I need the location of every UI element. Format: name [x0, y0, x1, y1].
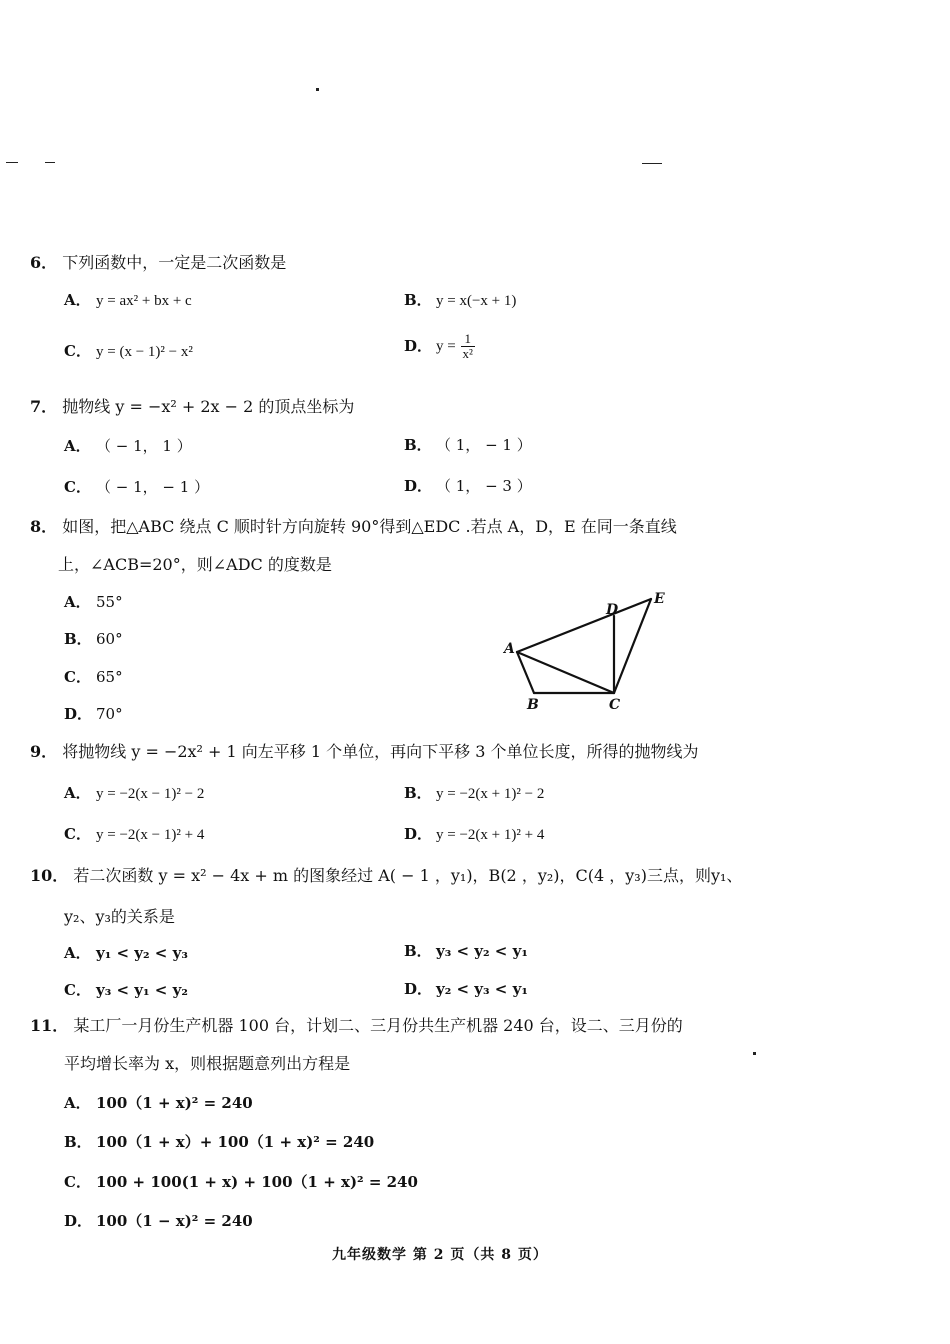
scan-speck: [6, 162, 18, 163]
option-d: D． y₂ < y₃ < y₁: [404, 980, 528, 998]
question-number: 10．: [30, 866, 69, 885]
option-b: B． （ 1， − 1 ）: [404, 436, 532, 454]
question-number: 8．: [30, 517, 58, 536]
page-footer: 九年级数学 第 2 页（共 8 页）: [332, 1247, 548, 1263]
scan-speck: [45, 162, 55, 163]
question-number: 9．: [30, 742, 58, 761]
label-d: D: [606, 602, 619, 618]
fraction: $\frac{1}{\text{x²}}$: [462, 331, 473, 361]
triangle-figure: [495, 585, 680, 715]
option-a: A． 55°: [64, 593, 123, 611]
option-b: B． y = x(−x + 1): [404, 291, 517, 309]
option-b: B． 60°: [64, 630, 123, 648]
option-b: B． y₃ < y₂ < y₁: [404, 942, 528, 960]
option-c: C． y = −2(x − 1)² + 4: [64, 825, 205, 843]
option-c: C． 65°: [64, 668, 123, 686]
option-d: D． 70°: [64, 705, 123, 723]
option-b: B． 100（1 + x）+ 100（1 + x)² = 240: [64, 1133, 375, 1151]
question-stem: 将抛物线 y = −2x² + 1 向左平移 1 个单位，再向下平移 3 个单位长度，所得的抛物线为: [62, 742, 699, 761]
label-e: E: [654, 591, 665, 607]
scan-speck: [642, 163, 662, 164]
label-b: B: [527, 697, 539, 713]
option-d: D． （ 1， − 3 ）: [404, 477, 532, 495]
scan-speck: [753, 1052, 756, 1055]
question-stem-line-1: 如图，把△ABC 绕点 C 顺时针方向旋转 90°得到△EDC .若点 A，D，E 在同一条直线: [62, 517, 677, 536]
option-d: D． y = $\frac{1}{\text{x²}}$: [404, 331, 473, 361]
question-number: 11．: [30, 1016, 69, 1035]
question-stem: 抛物线 y = −x² + 2x − 2 的顶点坐标为: [62, 397, 355, 416]
option-c: C． y₃ < y₁ < y₂: [64, 981, 188, 999]
question-stem-line-1: 某工厂一月份生产机器 100 台，计划二、三月份共生产机器 240 台，设二、三月份的: [73, 1016, 683, 1035]
option-d: D． 100（1 − x)² = 240: [64, 1212, 253, 1230]
option-c: C． y = (x − 1)² − x²: [64, 342, 193, 360]
scan-speck: [316, 88, 319, 91]
question-stem-line-2: 平均增长率为 x，则根据题意列出方程是: [64, 1054, 351, 1073]
question-stem-line-1: 若二次函数 y = x² − 4x + m 的图象经过 A( − 1 ，y₁)，B(2 ，y₂)，C(4 ，y₃)三点，则y₁、: [73, 866, 743, 885]
option-b: B． y = −2(x + 1)² − 2: [404, 784, 545, 802]
option-c: C． （ − 1， − 1 ）: [64, 478, 210, 496]
question-stem-line-2: 上，∠ACB=20°，则∠ADC 的度数是: [58, 555, 332, 574]
option-a: A． y₁ < y₂ < y₃: [64, 944, 188, 962]
question-stem-line-2: y₂、y₃的关系是: [64, 907, 175, 926]
question-number: 7．: [30, 397, 58, 416]
option-d: D． y = −2(x + 1)² + 4: [404, 825, 545, 843]
option-a: A． y = −2(x − 1)² − 2: [64, 784, 205, 802]
segment-ec: [614, 599, 651, 693]
label-c: C: [609, 697, 621, 713]
segment-ae: [517, 599, 651, 652]
option-a: A． （ − 1， 1 ）: [64, 437, 192, 455]
question-stem: 下列函数中，一定是二次函数是: [62, 253, 287, 272]
label-a: A: [504, 641, 515, 657]
option-a: A． 100（1 + x)² = 240: [64, 1094, 253, 1112]
question-number: 6．: [30, 253, 58, 272]
option-c: C． 100 + 100(1 + x) + 100（1 + x)² = 240: [64, 1173, 418, 1191]
option-a: A． y = ax² + bx + c: [64, 291, 192, 309]
